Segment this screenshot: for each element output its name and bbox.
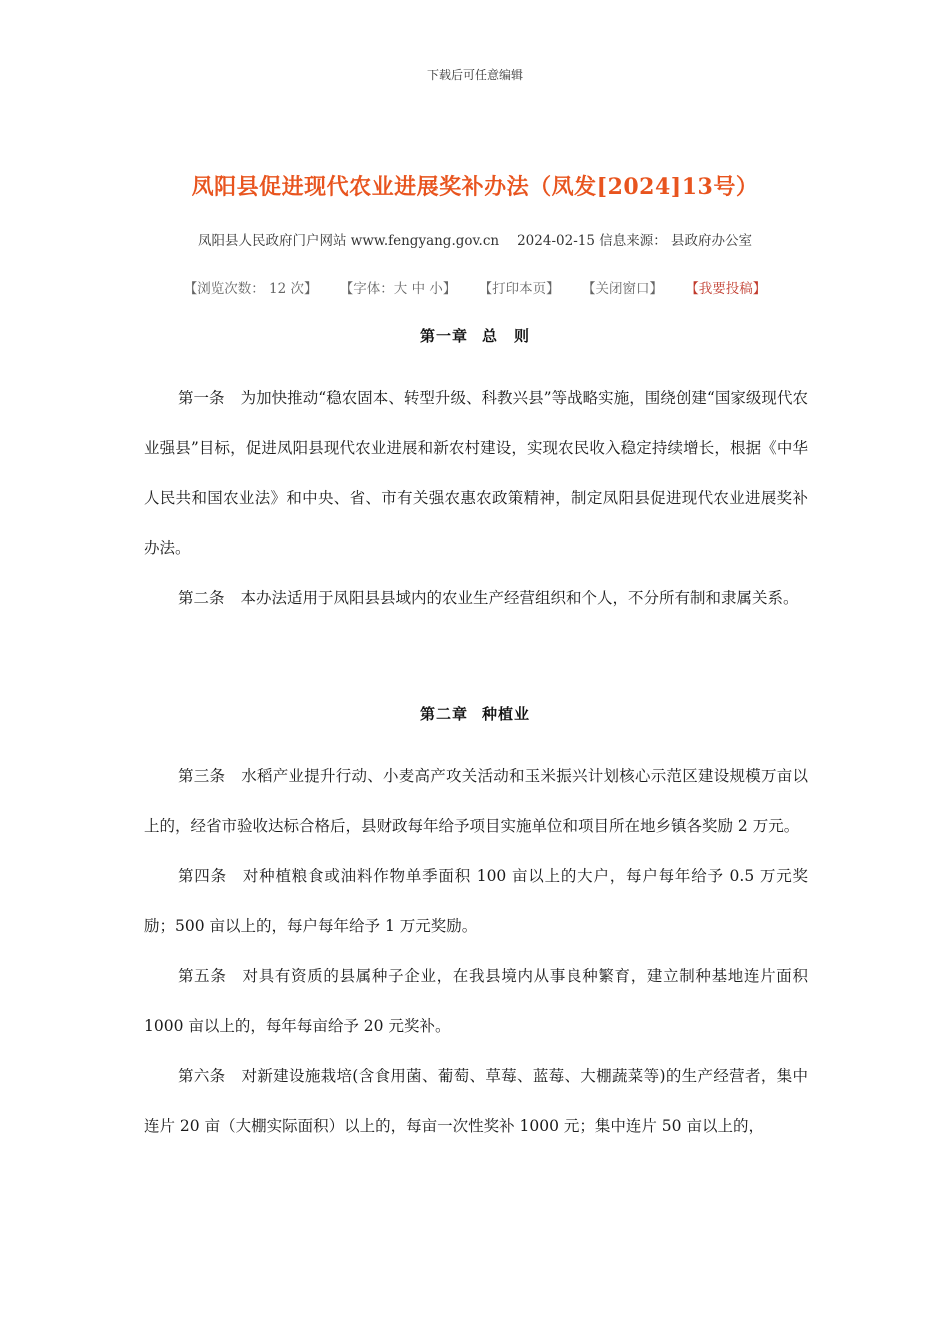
document-title: 凤阳县促进现代农业进展奖补办法（凤发[2024]13号） [191,174,759,200]
article-3 [144,751,808,851]
article-text: 为加快推动“稳农固本、转型升级、科教兴县”等战略实施，围绕创建“国家级现代农业强县”目标，促进凤阳县现代农业进展和新农村建设，实现农民收入稳定持续增长，根据《中华人民共和国农业法》和中央、省、市有关强农惠农政策精神，制定凤阳县促进现代农业进展奖补办法。 [144,389,808,557]
article-label: 第六条 [178,1067,226,1085]
article-text: 对种植粮食或油料作物单季面积 100 亩以上的大户，每户每年给予 0.5 万元奖励；500 亩以上的，每户每年给予 1 万元奖励。 [144,867,808,935]
meta-line [0,229,950,249]
article-label: 第四条 [178,867,227,885]
article-text: 本办法适用于凤阳县县域内的农业生产经营组织和个人，不分所有制和隶属关系。 [240,589,799,607]
submit-article-link[interactable]: 【我要投稿】 [685,281,767,297]
article-1 [144,373,808,573]
view-count: 【浏览次数： 12 次】 [183,281,318,297]
chapter-name: 总 则 [482,327,531,345]
chapter-1-body [144,373,808,623]
article-label: 第三条 [178,767,226,785]
chapter-2-body [144,751,808,1151]
header-note: 下载后可任意编辑 [426,68,523,82]
chapter-name: 种植业 [482,705,531,723]
source-site: 凤阳县人民政府门户网站 www.fengyang.gov.cn [197,233,500,249]
article-text: 水稻产业提升行动、小麦高产攻关活动和玉米振兴计划核心示范区建设规模万亩以上的，经省市验收达标合格后，县财政每年给予项目实施单位和项目所在地乡镇各奖励 2 万元。 [144,767,808,835]
article-4 [144,851,808,951]
tools-bar [0,277,950,297]
article-5 [144,951,808,1051]
article-label: 第一条 [178,389,225,407]
article-label: 第二条 [178,589,225,607]
print-page-link[interactable]: 【打印本页】 [478,281,560,297]
article-label: 第五条 [178,967,227,985]
article-text: 对具有资质的县属种子企业，在我县境内从事良种繁育，建立制种基地连片面积 1000 亩以上的，每年每亩给予 20 元奖补。 [144,967,808,1035]
close-window-link[interactable]: 【关闭窗口】 [581,281,663,297]
font-size-selector[interactable]: 【字体：大 中 小】 [339,281,457,297]
chapter-number: 第一章 [419,327,468,345]
date-source: 2024-02-15 信息来源： 县政府办公室 [517,233,753,249]
article-text: 对新建设施栽培(含食用菌、葡萄、草莓、蓝莓、大棚蔬菜等)的生产经营者，集中连片 20 亩（大棚实际面积）以上的，每亩一次性奖补 1000 元；集中连片 50 亩以上的， [144,1067,808,1135]
chapter-heading-1 [0,325,950,346]
article-6 [144,1051,808,1151]
chapter-heading-2 [0,703,950,724]
article-2 [144,573,808,623]
chapter-number: 第二章 [419,705,468,723]
